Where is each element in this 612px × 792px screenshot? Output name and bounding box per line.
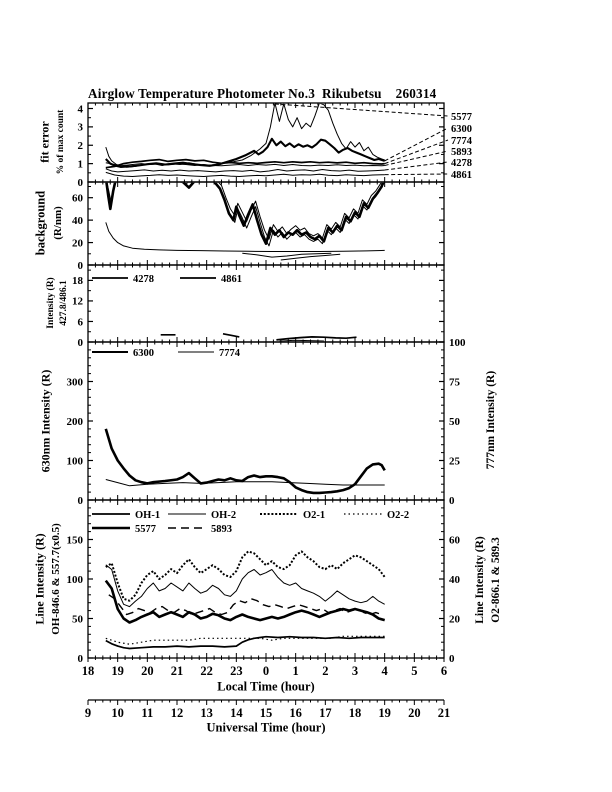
legend-label-6300: 6300 (133, 347, 154, 359)
y-tick-label: 4 (77, 103, 83, 116)
y-tick-label: 18 (72, 275, 83, 288)
plot-title: Airglow Temperature Photometer No.3 Rikubetsu 260314 (88, 86, 437, 101)
ut-tick-label: 17 (319, 706, 332, 720)
y-axis-sublabel-intensity-ratio: 427.8/486.1 (59, 280, 69, 326)
y-tick-label: 100 (66, 573, 83, 586)
series-5577-line (106, 103, 385, 167)
y-tick-label-right: 0 (449, 494, 455, 507)
y-tick-label-right: 75 (449, 376, 460, 389)
y-tick-label: 1 (77, 158, 83, 171)
y-axis-label-background: background (33, 190, 48, 256)
legend-label-7774: 7774 (219, 347, 240, 359)
series-5893-line (109, 595, 382, 615)
ut-tick-label: 15 (259, 706, 273, 720)
y-tick-label: 150 (66, 534, 83, 547)
ut-tick-label: 14 (230, 706, 243, 720)
legend-label-OH-2: OH-2 (211, 509, 237, 521)
y-tick-label: 0 (77, 494, 83, 507)
ut-tick-label: 20 (408, 706, 421, 720)
y-tick-label: 2 (77, 140, 83, 153)
ut-tick-label: 16 (289, 706, 302, 720)
y-axis-sublabel-line-intensity-left: OH-846.6 & 557.7(x0.5) (50, 523, 62, 635)
x-axis-title-local: Local Time (hour) (217, 679, 315, 694)
y-axis-label-630nm: 630nm Intensity (R) (38, 369, 53, 473)
y-tick-label: 100 (66, 455, 83, 468)
legend-label-O2-1: O2-1 (303, 509, 326, 521)
y-tick-label: 40 (72, 214, 83, 227)
series-4861-seg-b-line (276, 337, 356, 340)
y-axis-sublabel-fit-error: % of max count (56, 109, 66, 175)
y-axis-sublabel-line-intensity-right: O2-866.1 & 589.3 (490, 537, 502, 623)
leader-line-6300 (385, 128, 448, 161)
y-axis-label-fit-error: fit error (37, 121, 52, 163)
y-tick-label: 0 (77, 176, 83, 189)
y-tick-label-right: 100 (449, 336, 466, 349)
lt-tick-label: 1 (292, 664, 299, 678)
legend-label-5893: 5893 (211, 523, 232, 535)
y-tick-label: 300 (66, 376, 83, 389)
y-tick-label-right: 25 (449, 455, 460, 468)
y-tick-label: 0 (77, 259, 83, 272)
y-axis-label-intensity-ratio: Intensity (R) (46, 277, 56, 329)
y-tick-label: 6 (77, 316, 83, 329)
ut-tick-label: 9 (84, 706, 92, 720)
y-tick-label-right: 20 (449, 613, 460, 626)
y-axis-label-777nm: 777nm Intensity (R) (485, 370, 497, 470)
y-tick-label: 0 (77, 652, 83, 665)
series-bg-1-line (106, 178, 385, 244)
series-ratio-seg-line (279, 340, 324, 341)
series-bg-seg-2-line (281, 254, 340, 260)
x-axis-title-universal: Universal Time (hour) (206, 720, 326, 735)
y-tick-label: 60 (72, 192, 83, 205)
y-tick-label: 200 (66, 415, 83, 428)
wavelength-label-4861: 4861 (451, 169, 472, 181)
y-tick-label: 12 (72, 295, 83, 308)
y-tick-label-right: 50 (449, 415, 460, 428)
legend-label-4278: 4278 (133, 273, 154, 285)
leader-line-4861 (385, 174, 448, 175)
series-4278-line (106, 169, 385, 172)
lt-tick-label: 3 (351, 664, 359, 678)
lt-tick-label: 23 (230, 664, 243, 678)
legend-label-4861: 4861 (221, 273, 242, 285)
leader-line-5577 (275, 104, 448, 116)
wavelength-label-5577: 5577 (451, 111, 472, 123)
wavelength-label-5893: 5893 (451, 146, 472, 158)
y-tick-label-right: 0 (449, 652, 455, 665)
lt-tick-label: 20 (141, 664, 154, 678)
leader-line-7774 (385, 140, 448, 164)
series-4861-line (106, 172, 385, 176)
lt-tick-label: 5 (411, 664, 418, 678)
lt-tick-label: 0 (262, 664, 270, 678)
y-tick-label-right: 60 (449, 534, 460, 547)
lt-tick-label: 2 (322, 664, 329, 678)
lt-tick-label: 19 (111, 664, 124, 678)
lt-tick-label: 22 (200, 664, 213, 678)
legend-label-5577: 5577 (135, 523, 156, 535)
y-axis-sublabel-background: (R/nm) (52, 206, 64, 240)
y-tick-label: 0 (77, 336, 83, 349)
ut-tick-label: 11 (141, 706, 154, 720)
ut-tick-label: 13 (200, 706, 213, 720)
y-tick-label-right: 40 (449, 573, 460, 586)
y-tick-label: 3 (77, 121, 83, 134)
ut-tick-label: 19 (378, 706, 391, 720)
lt-tick-label: 21 (170, 664, 184, 678)
ut-tick-label: 12 (170, 706, 184, 720)
legend-label-OH-1: OH-1 (135, 509, 161, 521)
y-axis-label-line-intensity-right: Line Intensity (R) (474, 536, 486, 624)
y-axis-label-line-intensity-left: Line Intensity (R) (32, 533, 47, 625)
panel-border-background (88, 182, 444, 265)
lt-tick-label: 18 (81, 664, 95, 678)
y-tick-label: 20 (72, 237, 83, 250)
legend-label-O2-2: O2-2 (387, 509, 410, 521)
y-tick-label: 50 (72, 613, 83, 626)
series-5577-line (106, 581, 385, 623)
lt-tick-label: 4 (381, 664, 388, 678)
wavelength-label-6300: 6300 (451, 123, 472, 135)
wavelength-label-7774: 7774 (451, 135, 472, 147)
series-OH-2-line (106, 565, 385, 607)
ut-tick-label: 18 (348, 706, 362, 720)
ut-tick-label: 21 (437, 706, 451, 720)
lt-tick-label: 6 (440, 664, 448, 678)
series-6300-line (106, 429, 385, 493)
series-4861-seg-a-line (223, 334, 239, 337)
ut-tick-label: 10 (111, 706, 124, 720)
wavelength-label-4278: 4278 (451, 157, 472, 169)
